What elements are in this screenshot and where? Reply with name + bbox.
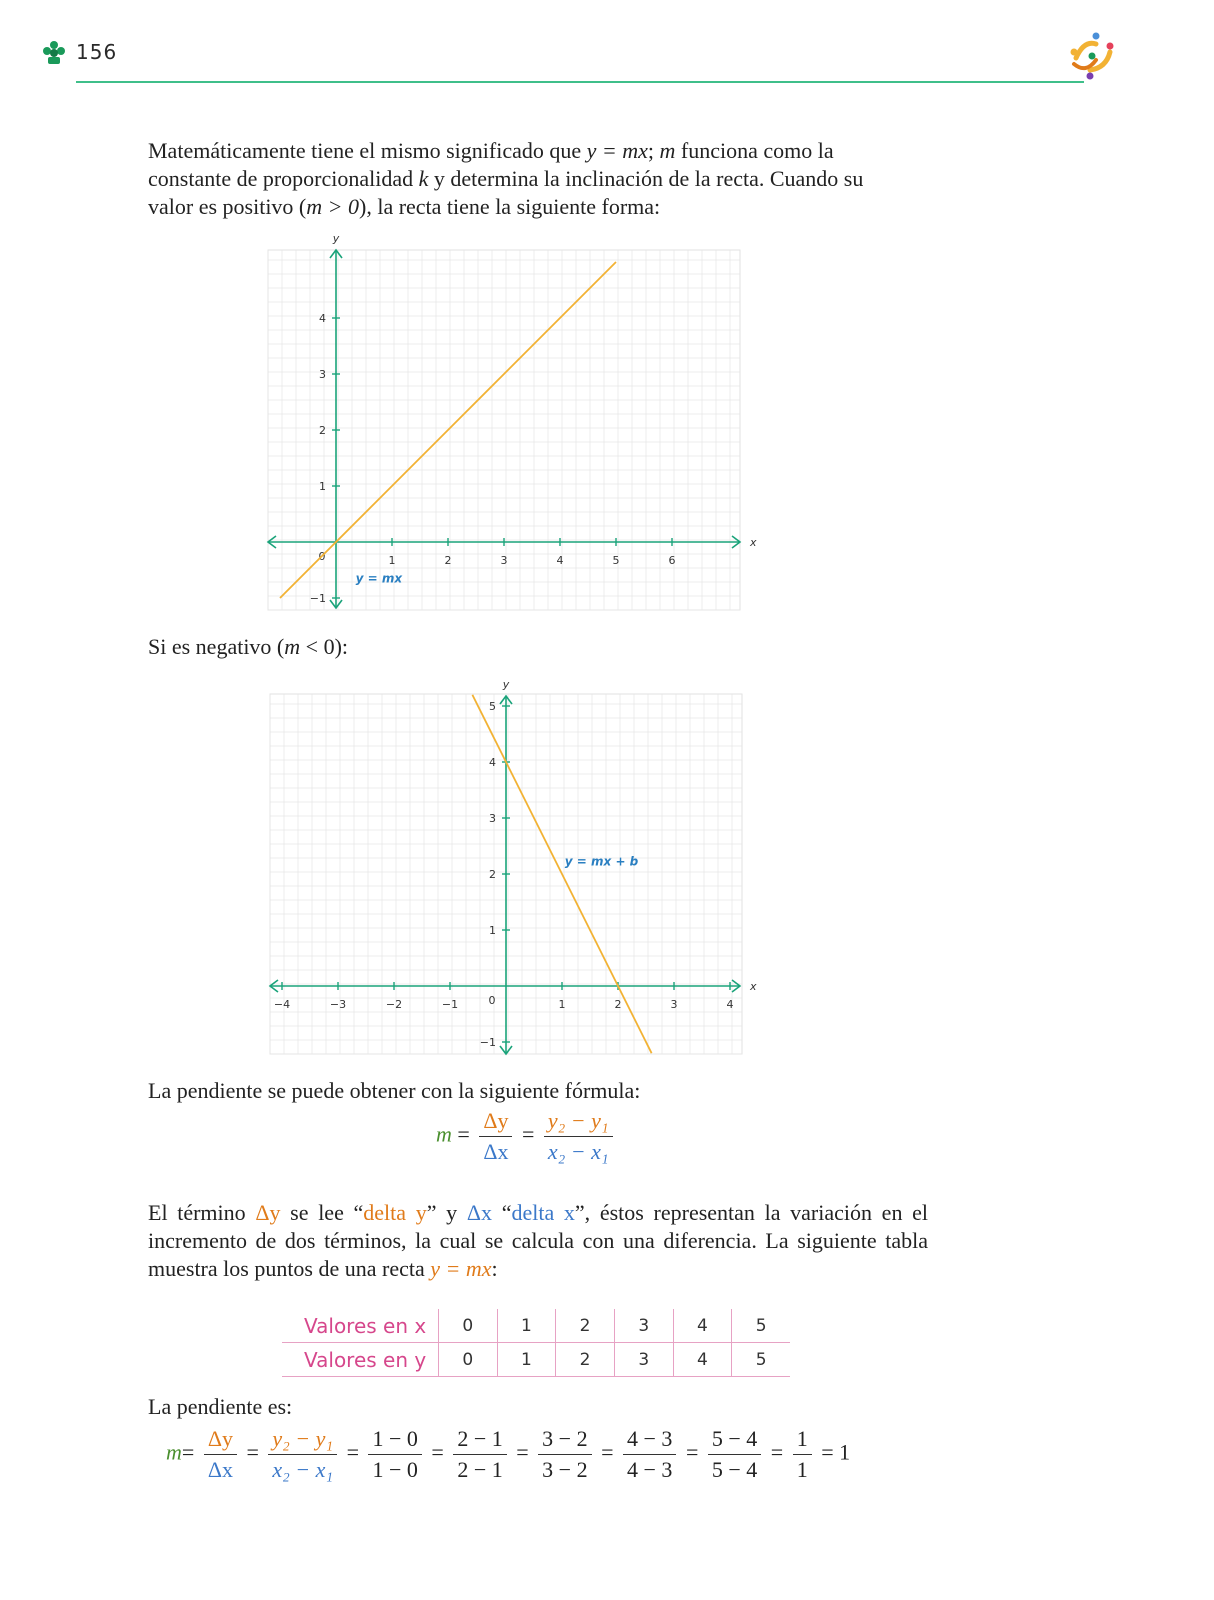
y-tick-label: 3 [319, 368, 326, 381]
paragraph-slope-is: La pendiente es: [148, 1394, 293, 1419]
slope-formula [436, 1108, 617, 1165]
slope-m: m [166, 1439, 182, 1465]
equals-sign: = [246, 1439, 259, 1465]
y-tick-label: 4 [319, 312, 326, 325]
x-tick-label: 2 [444, 554, 452, 567]
x-tick-label: 4 [726, 998, 734, 1011]
numerator: 1 − 0 [372, 1426, 418, 1451]
values-table [282, 1309, 790, 1377]
paragraph-slope-formula: La pendiente se puede obtener con la siguiente fórmula: [148, 1078, 641, 1103]
table-cell: 4 [673, 1343, 732, 1377]
table-cell: 1 [497, 1343, 556, 1377]
y-tick-label: 1 [319, 480, 326, 493]
y-tick-label: 4 [489, 756, 496, 769]
x-difference: x₂ − x₁ [544, 1136, 613, 1165]
numerator: 1 [796, 1426, 808, 1451]
table-cell: 3 [614, 1343, 673, 1377]
x-tick-label: 3 [500, 554, 508, 567]
delta-fraction [204, 1426, 237, 1483]
difference-fraction [544, 1108, 613, 1165]
text: y determina la inclinación de la recta. Cuando su valor es positivo ( [148, 166, 864, 219]
paragraph-intro [148, 137, 888, 221]
denominator: 3 − 2 [538, 1454, 591, 1483]
x-tick-label: 5 [612, 554, 620, 567]
equals-sign: = [516, 1439, 529, 1465]
table-row-x [282, 1309, 790, 1343]
delta-y: Δy [255, 1200, 281, 1225]
denominator: 4 − 3 [623, 1454, 676, 1483]
x-tick-label: 1 [558, 998, 566, 1011]
y-tick-label: −1 [479, 1036, 496, 1049]
origin-label: 0 [488, 994, 496, 1007]
row-header-y: Valores en y [282, 1343, 438, 1377]
header-rule [76, 81, 1084, 83]
text: Si es negativo ( [148, 634, 285, 659]
x-axis-label: x [750, 536, 757, 549]
y-axis-label: y [502, 678, 510, 691]
origin-label: 0 [318, 550, 326, 563]
delta-y: Δy [483, 1108, 509, 1133]
inequality: m > 0 [306, 194, 359, 219]
x-tick-label: 4 [556, 554, 564, 567]
numerator: 4 − 3 [627, 1426, 673, 1451]
text: < 0): [300, 634, 349, 659]
fraction-5 [708, 1426, 761, 1483]
equals-sign: = [181, 1439, 195, 1465]
delta-fraction [479, 1108, 512, 1165]
delta-x: Δx [479, 1136, 512, 1165]
series-label: y = mx + b [564, 854, 639, 869]
delta-y: Δy [207, 1426, 233, 1451]
fraction-3 [538, 1426, 591, 1483]
equals-sign: = [685, 1439, 699, 1465]
fraction-2 [453, 1426, 506, 1483]
y-tick-label: 5 [489, 700, 496, 713]
equals-sign: = [457, 1121, 470, 1147]
delta-y-reading: delta y [363, 1200, 427, 1225]
table-row-y [282, 1343, 790, 1377]
y-axis-label: y [332, 232, 340, 245]
x-tick-label: 3 [670, 998, 678, 1011]
equals-sign: = [770, 1439, 784, 1465]
y-tick-label: 2 [319, 424, 326, 437]
x-axis-label: x [750, 980, 757, 993]
table-cell: 4 [673, 1309, 732, 1343]
x-tick-label: 1 [388, 554, 396, 567]
paragraph-delta [148, 1199, 928, 1283]
x-tick-label: −3 [329, 998, 347, 1011]
variable-m: m [659, 138, 676, 163]
y-tick-label: 2 [489, 868, 496, 881]
x-tick-label: −4 [273, 998, 291, 1011]
text: “ [492, 1200, 512, 1225]
fraction-4 [623, 1426, 676, 1483]
equation-inline: y = mx [430, 1256, 492, 1281]
table-cell: 3 [614, 1309, 673, 1343]
variable-m: m [284, 634, 301, 659]
x-difference: x₂ − x₁ [268, 1454, 337, 1483]
table-cell: 1 [497, 1309, 556, 1343]
text: funciona como la constante de proporcionalidad [148, 138, 834, 191]
paragraph-negative [148, 633, 548, 661]
denominator: 5 − 4 [708, 1454, 761, 1483]
numerator: 5 − 4 [711, 1426, 758, 1451]
page-number: 156 [76, 40, 118, 64]
denominator: 1 − 0 [368, 1454, 421, 1483]
table-cell: 5 [732, 1343, 790, 1377]
x-tick-label: 2 [614, 998, 622, 1011]
equals-sign: = [521, 1121, 535, 1147]
table-cell: 0 [438, 1343, 497, 1377]
numerator: 2 − 1 [457, 1426, 503, 1451]
table-cell: 2 [556, 1309, 615, 1343]
delta-x-reading: delta x [511, 1200, 575, 1225]
series-label: y = mx [355, 571, 403, 586]
denominator: 2 − 1 [453, 1454, 506, 1483]
positive-slope-chart [260, 232, 760, 617]
y-tick-label: 3 [489, 812, 496, 825]
text: Matemáticamente tiene el mismo significado que [148, 138, 587, 163]
equals-sign: = [431, 1439, 444, 1465]
negative-slope-chart [262, 674, 772, 1062]
table-cell: 5 [732, 1309, 790, 1343]
y-difference: y₂ − y₁ [272, 1426, 334, 1451]
equals-sign: = [601, 1439, 614, 1465]
delta-x: Δx [466, 1200, 493, 1225]
variable-k: k [418, 166, 429, 191]
x-tick-label: −2 [385, 998, 403, 1011]
x-tick-label: −1 [441, 998, 459, 1011]
formula-m: m [436, 1121, 452, 1147]
x-tick-label: 6 [668, 554, 676, 567]
text: El término [148, 1200, 256, 1225]
fraction-6 [793, 1426, 812, 1483]
equation-inline: y = mx [586, 138, 648, 163]
y-tick-label: 1 [489, 924, 496, 937]
text: ; [647, 138, 660, 163]
table-cell: 0 [438, 1309, 497, 1343]
delta-x: Δx [204, 1454, 237, 1483]
text: se lee “ [280, 1200, 364, 1225]
difference-fraction [268, 1426, 337, 1483]
slope-computation [166, 1426, 850, 1483]
text: ” y [426, 1200, 467, 1225]
y-tick-label: −1 [309, 592, 326, 605]
text: ”, éstos representan la variación en el incremento de dos términos, la cual se calcula con una diferencia. La siguiente tabla muestra los puntos de una recta [148, 1200, 929, 1281]
sun-logo-icon [1066, 30, 1118, 82]
fraction-1 [368, 1426, 421, 1483]
text: : [491, 1256, 498, 1281]
numerator: 3 − 2 [542, 1426, 588, 1451]
table-cell: 2 [556, 1343, 615, 1377]
text: ), la recta tiene la siguiente forma: [359, 194, 661, 219]
y-difference: y₂ − y₁ [547, 1108, 609, 1133]
header-logo-right [1066, 30, 1118, 82]
row-header-x: Valores en x [282, 1309, 438, 1343]
header-logo-left [42, 40, 66, 66]
denominator: 1 [793, 1454, 812, 1483]
equals-sign: = [346, 1439, 359, 1465]
slope-result: = 1 [821, 1439, 851, 1465]
flower-icon [42, 40, 66, 66]
